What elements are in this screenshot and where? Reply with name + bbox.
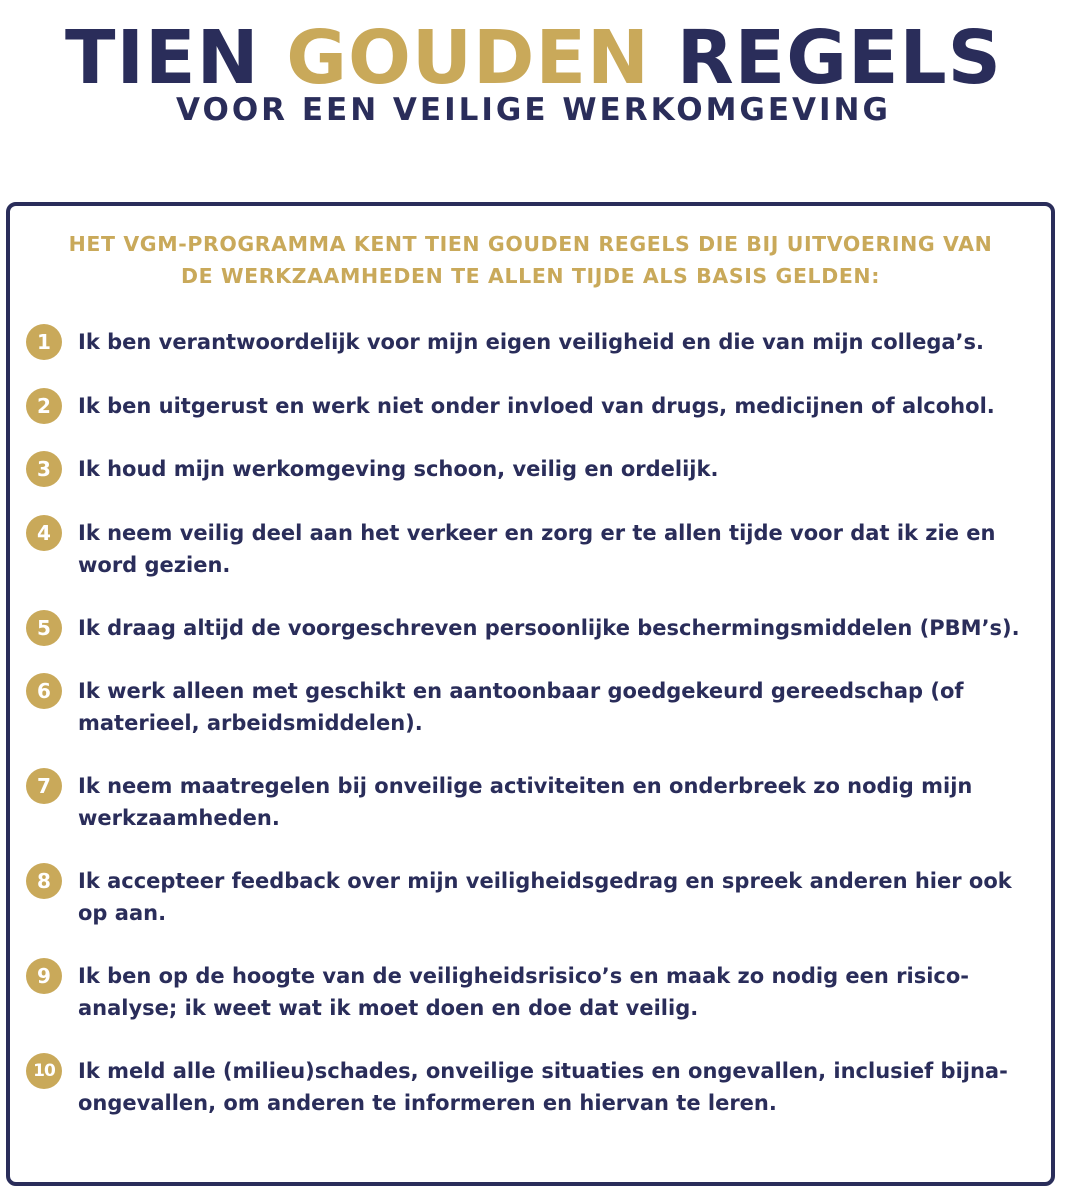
rule-text: Ik neem veilig deel aan het verkeer en zorg er te allen tijde voor dat ik zie en word gezien.	[78, 521, 996, 577]
rule-text: Ik meld alle (milieu)schades, onveilige situaties en ongevallen, inclusief bijna-ongevallen, om anderen te informeren en hiervan te leren.	[78, 1059, 1008, 1115]
rules-card	[6, 202, 1055, 1186]
rule-text: Ik houd mijn werkomgeving schoon, veilig en ordelijk.	[78, 457, 719, 481]
rule-number-badge: 9	[26, 958, 62, 994]
rule-text: Ik werk alleen met geschikt en aantoonbaar goedgekeurd gereedschap (of materieel, arbeidsmiddelen).	[78, 679, 964, 735]
rule-number-badge: 5	[26, 610, 62, 646]
intro-line-1: HET VGM-PROGRAMMA KENT TIEN GOUDEN REGELS DIE BIJ UITVOERING VAN	[68, 232, 993, 256]
rule-item-6	[26, 675, 1041, 739]
rule-number-badge: 2	[26, 388, 62, 424]
rule-number-badge: 6	[26, 673, 62, 709]
rule-item-8	[26, 865, 1041, 929]
rule-text: Ik ben op de hoogte van de veiligheidsrisico’s en maak zo nodig een risico-analyse; ik weet wat ik moet doen en doe dat veilig.	[78, 964, 970, 1020]
rule-item-9	[26, 960, 1041, 1024]
rule-text: Ik draag altijd de voorgeschreven persoonlijke beschermingsmiddelen (PBM’s).	[78, 616, 1020, 640]
page-subtitle: VOOR EEN VEILIGE WERKOMGEVING	[176, 92, 891, 128]
rule-text: Ik neem maatregelen bij onveilige activiteiten en onderbreek zo nodig mijn werkzaamheden.	[78, 774, 973, 830]
rule-item-10	[26, 1055, 1041, 1119]
rule-number-badge: 7	[26, 768, 62, 804]
rule-item-5	[26, 612, 1041, 646]
title-word-tien: TIEN	[65, 15, 260, 101]
rule-text: Ik ben uitgerust en werk niet onder invloed van drugs, medicijnen of alcohol.	[78, 394, 995, 418]
rule-item-1	[26, 326, 1041, 360]
intro-line-2: DE WERKZAAMHEDEN TE ALLEN TIJDE ALS BASIS GELDEN:	[180, 264, 880, 288]
rule-item-3	[26, 453, 1041, 487]
rule-number-badge: 1	[26, 324, 62, 360]
rule-number-badge: 8	[26, 863, 62, 899]
title-word-regels: REGELS	[676, 15, 1002, 101]
rule-number-badge: 3	[26, 451, 62, 487]
rule-number-badge: 4	[26, 515, 62, 551]
title-word-gouden: GOUDEN	[286, 15, 650, 101]
intro-text	[20, 228, 1041, 292]
rule-number-badge: 10	[26, 1053, 62, 1089]
rule-item-2	[26, 390, 1041, 424]
rule-item-4	[26, 517, 1041, 581]
rule-item-7	[26, 770, 1041, 834]
rule-text: Ik accepteer feedback over mijn veiligheidsgedrag en spreek anderen hier ook op aan.	[78, 869, 1012, 925]
page-title	[0, 15, 1067, 101]
rule-text: Ik ben verantwoordelijk voor mijn eigen veiligheid en die van mijn collega’s.	[78, 330, 984, 354]
